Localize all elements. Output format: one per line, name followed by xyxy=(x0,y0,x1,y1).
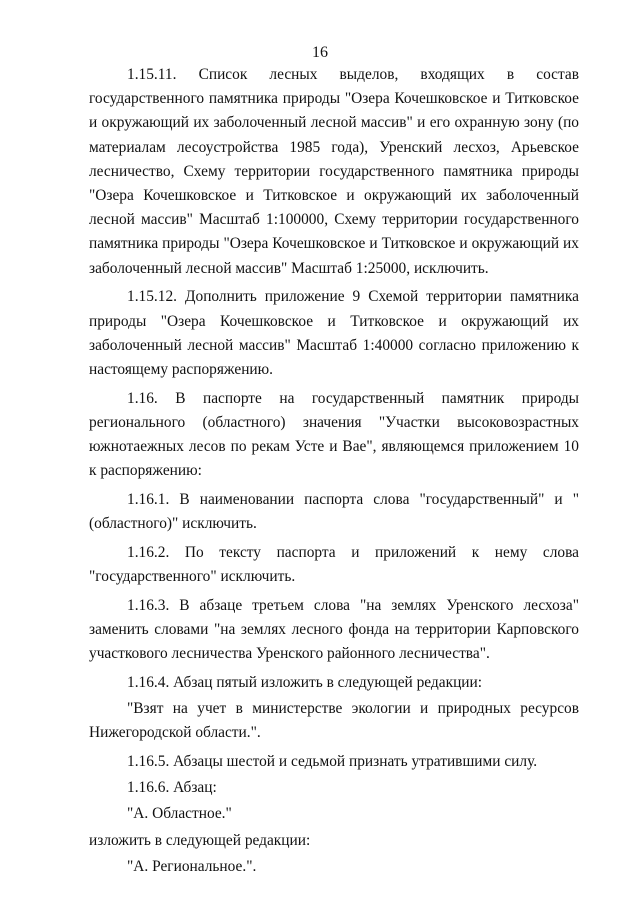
paragraph-1-15-12: 1.15.12. Дополнить приложение 9 Схемой территории памятника природы "Озера Кочешковское и Титковское и окружающий их заболоченный лесной массив" Масштаб 1:40000 согласно приложению к настоящему распоряжению. xyxy=(89,288,579,378)
paragraph-quote-oblastnoe: "А. Областное." xyxy=(127,805,232,823)
paragraph-1-16-4: 1.16.4. Абзац пятый изложить в следующей редакции: xyxy=(127,673,483,691)
paragraph-1-16-2: 1.16.2. По тексту паспорта и приложений к нему слова "государственного" исключить. xyxy=(89,543,579,586)
paragraph-quote-registration: "Взят на учет в министерстве экологии и природных ресурсов Нижегородской области.". xyxy=(89,700,579,742)
paragraph-quote-regionalnoe: "А. Региональное.". xyxy=(127,857,257,875)
paragraph-restate-instruction: изложить в следующей редакции: xyxy=(89,831,311,849)
paragraph-1-16: 1.16. В паспорте на государственный памятник природы регионального (областного) значения "Участки высоковозрастных южнотаежных лесов по рекам Усте и Вае", являющемся приложением 10 к распоряжению: xyxy=(89,389,579,480)
paragraph-1-15-11: 1.15.11. Список лесных выделов, входящих в состав государственного памятника природы "Озера Кочешковское и Титковское и окружающий их заболоченный лесной массив" и его охранную зону (по материалам лесоустройства 1985 года), Уренский лесхоз, Арьевское лесничество, Схему территории государственного памятника природы "Озера Кочешковское и Титковское и окружающий их заболоченный лесной массив" Масштаб 1:100000, Схему территории государственного памятника природы "Озера Кочешковское и Титковское и окружающий их заболоченный лесной массив" Масштаб 1:25000, исключить. xyxy=(89,66,579,277)
paragraph-1-16-3: 1.16.3. В абзаце третьем слова "на землях Уренского лесхоза" заменить словами "на землях лесного фонда на территории Карповского участкового лесничества Уренского районного лесничества". xyxy=(89,596,579,663)
paragraph-1-16-6: 1.16.6. Абзац: xyxy=(127,779,217,797)
paragraph-1-16-5: 1.16.5. Абзацы шестой и седьмой признать утратившими силу. xyxy=(127,752,538,770)
paragraph-1-16-1: 1.16.1. В наименовании паспорта слова "государственный" и "(областного)" исключить. xyxy=(89,490,579,533)
document-body xyxy=(89,63,579,884)
page-number: 16 xyxy=(312,44,328,61)
